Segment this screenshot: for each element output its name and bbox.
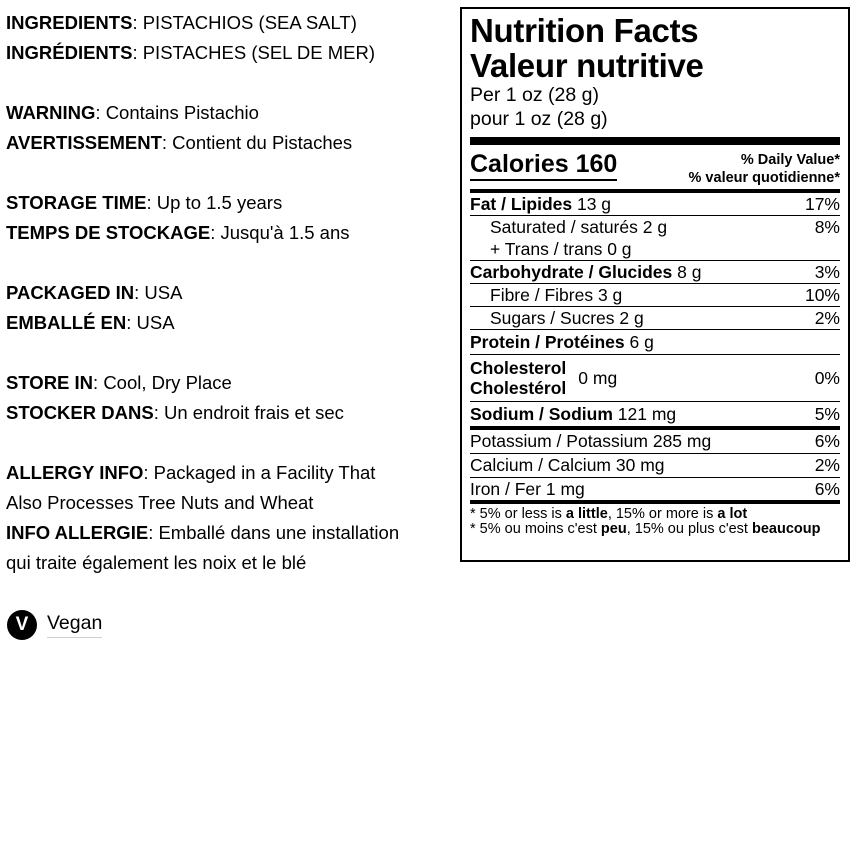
product-info bbox=[6, 8, 456, 578]
ingredients-line: INGREDIENTS: PISTACHIOS (SEA SALT) bbox=[6, 12, 357, 33]
vegan-badge bbox=[7, 610, 102, 640]
calcium-row: Calcium / Calcium 30 mg 2% bbox=[470, 454, 840, 478]
sugars-row: Sugars / Sucres 2 g 2% bbox=[470, 307, 840, 330]
fibre-row: Fibre / Fibres 3 g 10% bbox=[470, 284, 840, 307]
daily-value-header: % Daily Value* % valeur quotidienne* bbox=[688, 152, 840, 186]
warning-line: WARNING: Contains Pistachio bbox=[6, 102, 259, 123]
vegan-label: Vegan bbox=[47, 612, 102, 638]
footnote-fr: * 5% ou moins c'est peu, 15% ou plus c'est beaucoup bbox=[470, 521, 821, 537]
fat-row: Fat / Lipides 13 g 17% bbox=[470, 193, 840, 216]
carbohydrate-row: Carbohydrate / Glucides 8 g 3% bbox=[470, 261, 840, 284]
warning-fr-line: AVERTISSEMENT: Contient du Pistaches bbox=[6, 132, 353, 153]
vegan-icon: V bbox=[7, 610, 37, 640]
ingredients-fr-line: INGRÉDIENTS: PISTACHES (SEL DE MER) bbox=[6, 42, 376, 63]
iron-row: Iron / Fer 1 mg 6% bbox=[470, 478, 840, 504]
packaged-fr-line: EMBALLÉ EN: USA bbox=[6, 312, 175, 333]
title-en: Nutrition Facts bbox=[470, 12, 699, 49]
store-in-line: STORE IN: Cool, Dry Place bbox=[6, 372, 232, 393]
allergy-line-2: Also Processes Tree Nuts and Wheat bbox=[6, 492, 314, 513]
allergy-fr-line-2: qui traite également les noix et le blé bbox=[6, 552, 307, 573]
allergy-line: ALLERGY INFO: Packaged in a Facility That bbox=[6, 462, 376, 483]
calories-row bbox=[470, 149, 840, 189]
saturated-row: Saturated / saturés 2 g 8% bbox=[490, 216, 840, 237]
serving-size-en: Per 1 oz (28 g) bbox=[470, 84, 599, 106]
serving-size-fr: pour 1 oz (28 g) bbox=[470, 108, 608, 130]
storage-time-fr-line: TEMPS DE STOCKAGE: Jusqu'à 1.5 ans bbox=[6, 222, 350, 243]
storage-time-line: STORAGE TIME: Up to 1.5 years bbox=[6, 192, 283, 213]
trans-row: + Trans / trans 0 g bbox=[470, 238, 840, 261]
footnote-en: * 5% or less is a little, 15% or more is a lot bbox=[470, 506, 748, 522]
footnote bbox=[470, 507, 840, 537]
title-fr: Valeur nutritive bbox=[470, 47, 704, 84]
potassium-row: Potassium / Potassium 285 mg 6% bbox=[470, 430, 840, 454]
protein-row: Protein / Protéines 6 g bbox=[470, 330, 840, 355]
nutrition-facts-panel bbox=[460, 7, 850, 562]
calories: Calories 160 bbox=[470, 149, 617, 181]
packaged-line: PACKAGED IN: USA bbox=[6, 282, 183, 303]
sodium-row: Sodium / Sodium 121 mg 5% bbox=[470, 402, 840, 430]
store-in-fr-line: STOCKER DANS: Un endroit frais et sec bbox=[6, 402, 344, 423]
divider-thick bbox=[470, 137, 840, 145]
cholesterol-row: Cholesterol Cholestérol 0 mg 0% bbox=[470, 355, 840, 402]
allergy-fr-line: INFO ALLERGIE: Emballé dans une installation bbox=[6, 522, 400, 543]
